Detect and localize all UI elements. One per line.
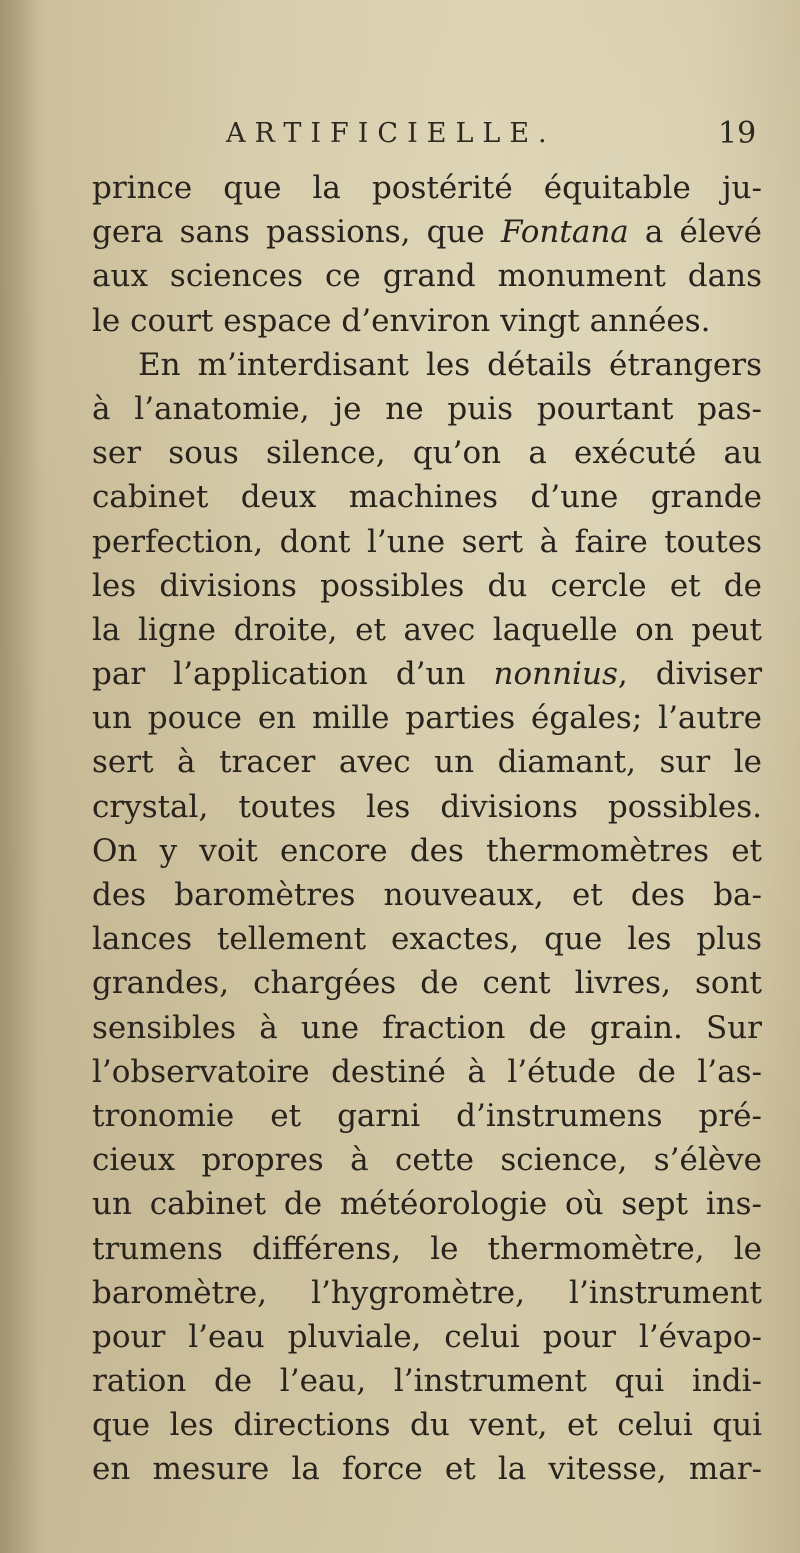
body-text — [92, 166, 762, 1492]
text-line — [92, 210, 762, 254]
text-line: pour l’eau pluviale, celui pour l’évapo- — [92, 1318, 762, 1355]
italic-name: Fontana — [500, 214, 629, 251]
text-fragment: , diviser — [617, 656, 763, 693]
text-line: tronomie et garni d’instrumens pré- — [92, 1097, 762, 1134]
text-line: cieux propres à cette science, s’élève — [92, 1142, 762, 1179]
running-title: ARTIFICIELLE. — [226, 118, 556, 149]
page-header — [0, 118, 800, 168]
text-line: sert à tracer avec un diamant, sur le — [92, 744, 762, 781]
text-line: les divisions possibles du cercle et de — [92, 567, 762, 604]
text-line: baromètre, l’hygromètre, l’instrument — [92, 1274, 762, 1311]
text-line: le court espace d’environ vingt années. — [92, 302, 711, 339]
paragraph-start-line: En m’interdisant les détails étrangers — [138, 346, 762, 383]
text-line: crystal, toutes les divisions possibles. — [92, 788, 762, 825]
text-line — [92, 652, 762, 696]
text-line: grandes, chargées de cent livres, sont — [92, 965, 762, 1002]
text-line: ser sous silence, qu’on a exécuté au — [92, 435, 762, 472]
text-fragment: par l’application d’un — [92, 656, 494, 693]
text-line: perfection, dont l’une sert à faire toutes — [92, 523, 762, 560]
text-line: un pouce en mille parties égales; l’autre — [92, 700, 762, 737]
italic-term: nonnius — [493, 656, 618, 693]
text-line: en mesure la force et la vitesse, mar- — [92, 1451, 762, 1488]
text-line: la ligne droite, et avec laquelle on peut — [92, 611, 762, 648]
page-gutter-shadow — [0, 0, 40, 1553]
text-line: que les directions du vent, et celui qui — [92, 1407, 762, 1444]
text-fragment: gera sans passions, que — [92, 214, 501, 251]
text-fragment: a élevé — [628, 214, 763, 251]
text-line: prince que la postérité équitable ju- — [92, 170, 762, 206]
text-line: lances tellement exactes, que les plus — [92, 921, 762, 958]
text-line: cabinet deux machines d’une grande — [92, 479, 762, 516]
page-number: 19 — [718, 116, 757, 151]
text-line: trumens différens, le thermomètre, le — [92, 1230, 762, 1267]
text-line: On y voit encore des thermomètres et — [92, 832, 762, 869]
text-line: sensibles à une fraction de grain. Sur — [92, 1009, 762, 1046]
text-line: aux sciences ce grand monument dans — [92, 258, 762, 295]
text-line: à l’anatomie, je ne puis pourtant pas- — [92, 390, 762, 427]
text-line: ration de l’eau, l’instrument qui indi- — [92, 1363, 762, 1400]
text-line: l’observatoire destiné à l’étude de l’as- — [92, 1053, 762, 1090]
text-line: un cabinet de météorologie où sept ins- — [92, 1186, 762, 1223]
text-line: des baromètres nouveaux, et des ba- — [92, 877, 762, 913]
